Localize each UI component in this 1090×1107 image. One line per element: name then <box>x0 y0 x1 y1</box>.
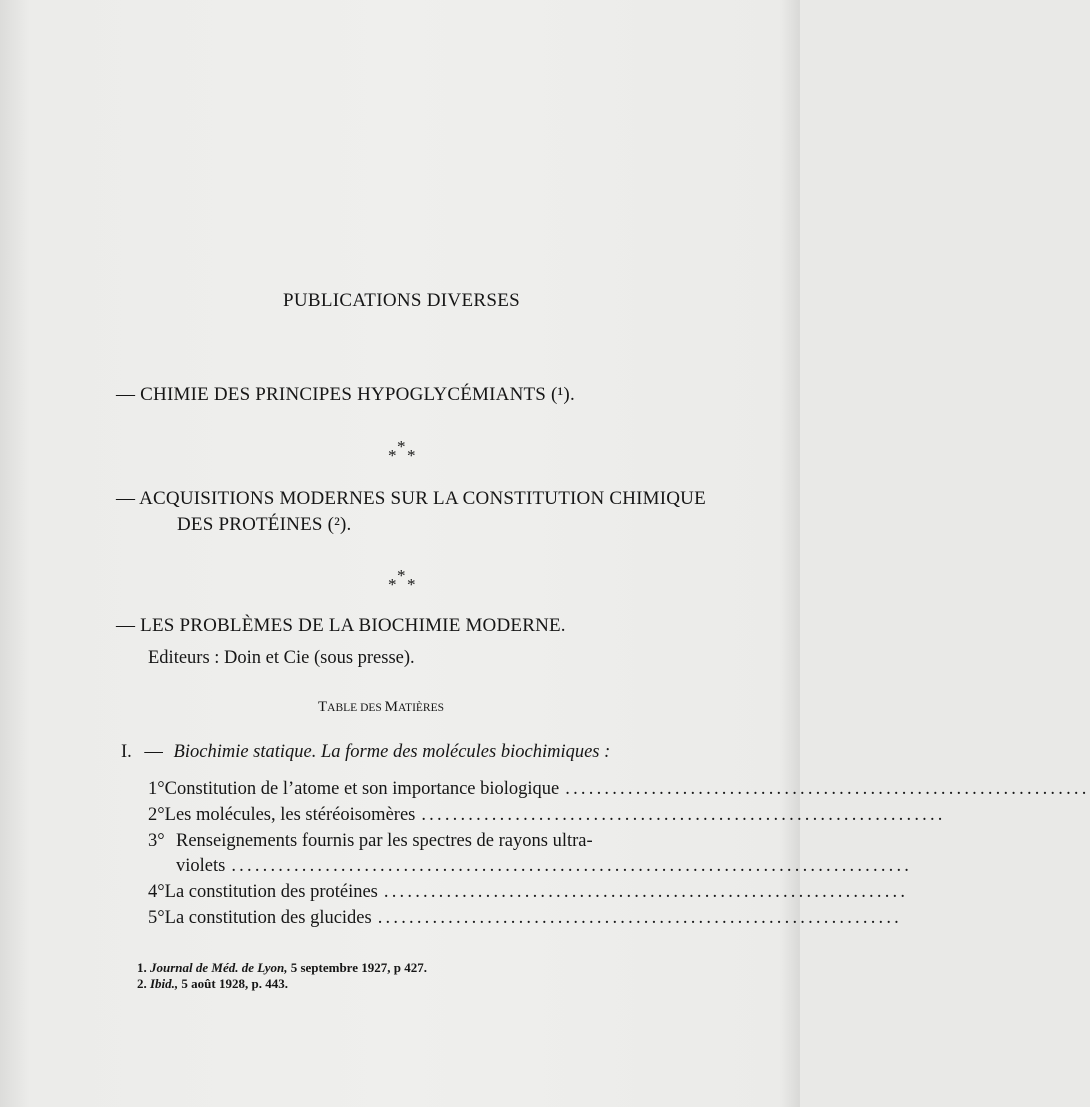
toc-item <box>148 831 654 855</box>
toc-item-text: Renseignements fournis par les spectres de rayons ultra- <box>176 831 593 851</box>
toc-item-text: Constitution de l’atome et son importance biologique <box>164 779 560 799</box>
asterism-separator-1: * * * <box>388 437 416 465</box>
toc-part-title: Biochimie statique. La forme des molécules biochimiques : <box>173 742 611 762</box>
footnote <box>137 960 427 976</box>
footnote-number: 1. <box>137 960 147 975</box>
toc-item-number: 5° <box>148 908 165 928</box>
dot-leader: ....................................................................................... <box>231 856 913 876</box>
toc-part-roman: I. <box>121 742 132 762</box>
dot-leader: ................................................................... <box>377 908 902 928</box>
toc-part-heading <box>121 742 610 763</box>
footnote-details: 5 août 1928, p. 443. <box>181 976 288 991</box>
toc-item <box>148 805 946 829</box>
toc-item-text: La constitution des protéines <box>164 882 378 902</box>
toc-item-number: 4° <box>148 882 165 902</box>
section-heading-hypoglycemiants: — CHIMIE DES PRINCIPES HYPOGLYCÉMIANTS (¹). <box>116 384 575 405</box>
section-heading-biochimie: — LES PROBLÈMES DE LA BIOCHIMIE MODERNE. <box>116 615 566 636</box>
toc-item-continuation <box>176 856 913 880</box>
section-heading-proteines-line2: DES PROTÉINES (²). <box>177 514 352 535</box>
dot-leader: ................................................................... <box>383 882 909 902</box>
footnote-source: Ibid., <box>150 976 179 991</box>
page-title: PUBLICATIONS DIVERSES <box>283 290 520 311</box>
footnote-number: 2. <box>137 976 147 991</box>
toc-item <box>148 779 1090 803</box>
toc-part-dash: — <box>144 742 163 762</box>
footnote-details: 5 septembre 1927, p 427. <box>290 960 427 975</box>
toc-item-text: Les molécules, les stéréoisomères <box>164 805 416 825</box>
toc-item-text: La constitution des glucides <box>164 908 372 928</box>
dot-leader: ................................................................... <box>421 805 946 825</box>
section-heading-proteines: — ACQUISITIONS MODERNES SUR LA CONSTITUTION CHIMIQUE <box>116 488 706 509</box>
editor-line: Editeurs : Doin et Cie (sous presse). <box>148 648 415 668</box>
toc-item-number: 2° <box>148 805 165 825</box>
toc-item <box>148 908 902 932</box>
footnote-source: Journal de Méd. de Lyon, <box>150 960 288 975</box>
toc-item <box>148 882 909 906</box>
toc-heading: TABLE DES MATIÈRES <box>318 699 445 715</box>
toc-item-text: violets <box>176 856 226 876</box>
asterism-separator-2: * * * <box>388 566 416 594</box>
footnote <box>137 976 288 992</box>
dot-leader: ................................................................... <box>565 779 1090 799</box>
toc-item-number: 3° <box>148 831 165 851</box>
toc-item-number: 1° <box>148 779 165 799</box>
